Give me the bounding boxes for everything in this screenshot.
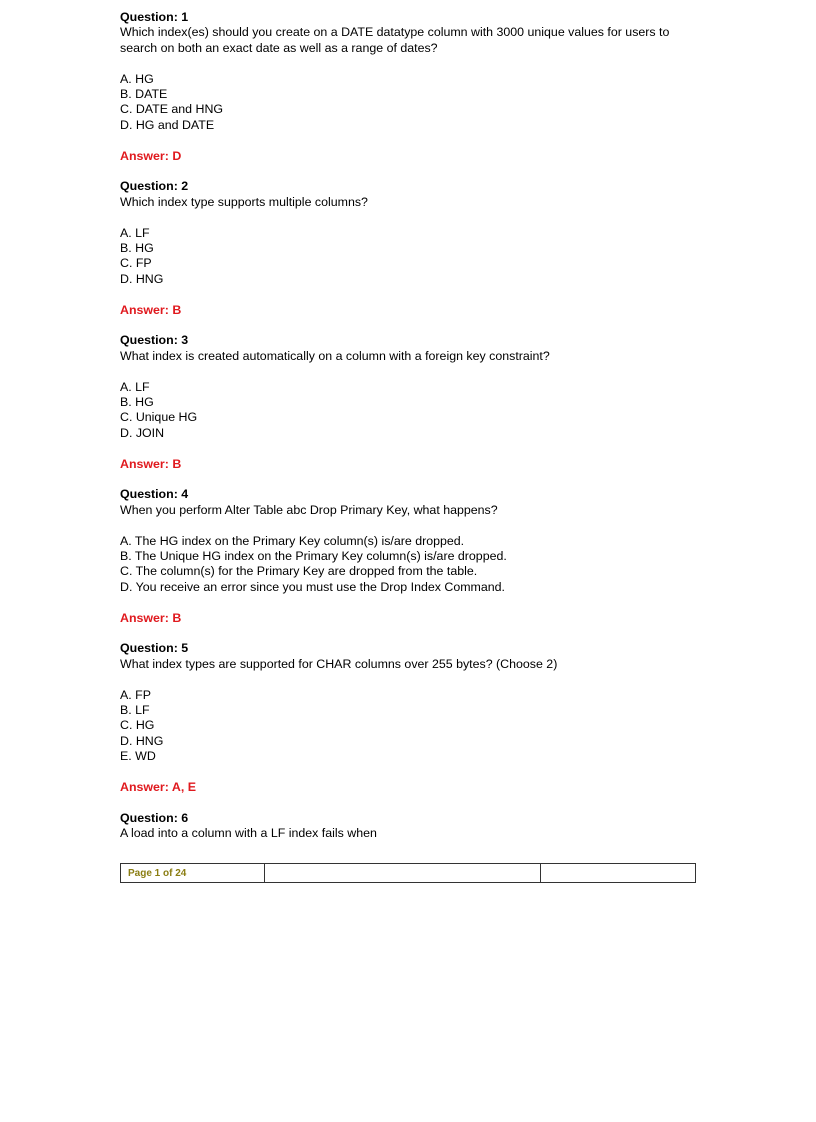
option: C. HG <box>120 718 155 733</box>
option: C. The column(s) for the Primary Key are dropped from the table. <box>120 564 478 579</box>
answer: Answer: D <box>120 148 182 163</box>
answer: Answer: B <box>120 302 182 317</box>
option: E. WD <box>120 749 156 764</box>
question-heading <box>120 333 680 348</box>
option: D. HNG <box>120 271 164 286</box>
option: D. HNG <box>120 733 164 748</box>
question-heading <box>120 641 680 656</box>
question-number: 6 <box>181 810 189 825</box>
option: A. FP <box>120 687 151 702</box>
option: D. HG and DATE <box>120 117 215 132</box>
question-text: When you perform Alter Table abc Drop Primary Key, what happens? <box>120 502 498 517</box>
question-text: A load into a column with a LF index fails when <box>120 826 377 841</box>
options-list <box>120 226 680 288</box>
question-number: 1 <box>181 10 189 24</box>
page-number-label: Page 1 of 24 <box>128 868 187 879</box>
question-block-2 <box>120 179 680 318</box>
question-label: Question: <box>120 10 178 24</box>
question-label: Question: <box>120 641 178 656</box>
option: B. LF <box>120 703 150 718</box>
question-label: Question: <box>120 810 178 825</box>
question-heading <box>120 10 680 25</box>
question-heading <box>120 487 680 502</box>
question-block-6 <box>120 811 680 842</box>
option: A. LF <box>120 225 150 240</box>
option: B. HG <box>120 241 154 256</box>
footer-cell-right <box>541 864 695 882</box>
question-block-1 <box>120 10 680 164</box>
question-label: Question: <box>120 333 178 348</box>
option: B. HG <box>120 395 154 410</box>
answer: Answer: B <box>120 610 182 625</box>
options-list <box>120 534 680 596</box>
question-block-3 <box>120 333 680 472</box>
answer: Answer: A, E <box>120 780 196 795</box>
footer-cell-middle <box>265 864 541 882</box>
option: C. Unique HG <box>120 410 198 425</box>
question-text: Which index type supports multiple columns? <box>120 194 368 209</box>
options-list <box>120 72 680 134</box>
options-list <box>120 688 680 765</box>
option: B. DATE <box>120 87 168 102</box>
options-list <box>120 380 680 442</box>
option: A. HG <box>120 71 154 86</box>
question-text: What index is created automatically on a column with a foreign key constraint? <box>120 348 550 363</box>
question-number: 3 <box>181 333 189 348</box>
document-body <box>120 10 680 842</box>
question-block-4 <box>120 487 680 626</box>
option: B. The Unique HG index on the Primary Key column(s) is/are dropped. <box>120 549 507 564</box>
footer-cell-page <box>121 864 265 882</box>
option: A. LF <box>120 379 150 394</box>
option: D. JOIN <box>120 425 165 440</box>
option: C. FP <box>120 256 152 271</box>
question-block-5 <box>120 641 680 795</box>
question-label: Question: <box>120 487 178 502</box>
question-number: 5 <box>181 641 189 656</box>
question-number: 2 <box>181 179 189 194</box>
question-heading <box>120 811 680 826</box>
question-text: What index types are supported for CHAR columns over 255 bytes? (Choose 2) <box>120 656 558 671</box>
answer: Answer: B <box>120 456 182 471</box>
page-footer <box>120 863 696 883</box>
question-number: 4 <box>181 487 189 502</box>
option: C. DATE and HNG <box>120 102 224 117</box>
question-text: Which index(es) should you create on a DATE datatype column with 3000 unique values for users to search on both an exact date as well as a range of dates? <box>120 25 670 55</box>
option: D. You receive an error since you must use the Drop Index Command. <box>120 579 505 594</box>
question-label: Question: <box>120 179 178 194</box>
question-heading <box>120 179 680 194</box>
option: A. The HG index on the Primary Key column(s) is/are dropped. <box>120 533 465 548</box>
